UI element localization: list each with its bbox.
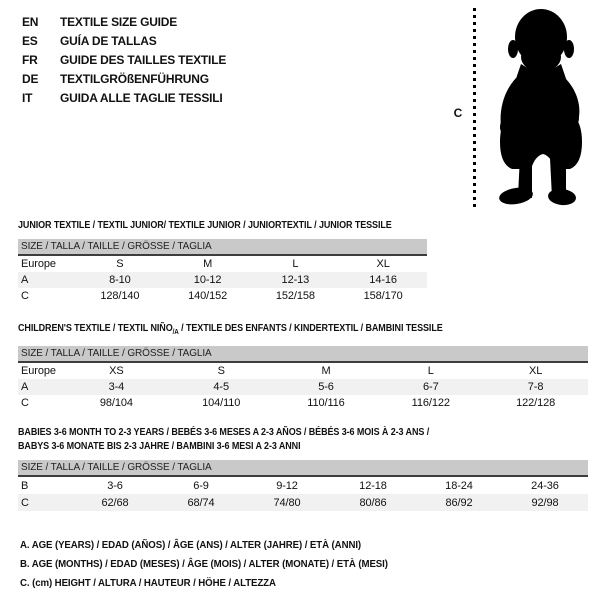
table-row bbox=[18, 272, 427, 288]
value-cell: 128/140 bbox=[100, 290, 140, 302]
row-label-cell: C bbox=[21, 397, 29, 409]
lang-title: GUIDA ALLE TAGLIE TESSILI bbox=[60, 91, 223, 105]
table-row bbox=[18, 379, 588, 395]
value-cell: 4-5 bbox=[213, 381, 229, 393]
lang-code: ES bbox=[22, 34, 38, 48]
value-cell: 10-12 bbox=[193, 274, 222, 286]
legend-notes bbox=[20, 536, 388, 593]
value-cell: 116/122 bbox=[411, 397, 450, 409]
value-cell: 9-12 bbox=[276, 479, 298, 492]
value-cell: 62/68 bbox=[101, 496, 129, 509]
row-label-cell: C bbox=[21, 496, 29, 509]
value-cell: 5-6 bbox=[318, 381, 334, 393]
table-row bbox=[18, 395, 588, 411]
value-cell: 7-8 bbox=[527, 381, 544, 393]
value-cell: 158/170 bbox=[363, 290, 403, 302]
height-measure-label: C bbox=[453, 106, 463, 120]
size-header-bar: SIZE / TALLA / TAILLE / GRÖSSE / TAGLIA bbox=[18, 346, 588, 363]
title-part: CHILDREN'S TEXTILE / TEXTIL NIÑO bbox=[18, 323, 173, 334]
value-cell: 6-7 bbox=[422, 381, 439, 393]
lang-title: TEXTILE SIZE GUIDE bbox=[60, 15, 178, 29]
value-cell: 18-24 bbox=[445, 479, 473, 492]
value-cell: 3-6 bbox=[107, 479, 123, 492]
value-cell: 104/110 bbox=[202, 397, 241, 409]
lang-code: DE bbox=[22, 72, 39, 86]
lang-title: GUÍA DE TALLAS bbox=[60, 34, 157, 48]
value-cell: 8-10 bbox=[109, 274, 131, 286]
value-cell: 24-36 bbox=[531, 479, 559, 492]
value-cell: 12-13 bbox=[281, 274, 310, 286]
row-label-cell: C bbox=[21, 290, 29, 302]
value-cell: L bbox=[292, 258, 299, 270]
babies-table-title bbox=[18, 426, 429, 454]
value-cell: 140/152 bbox=[188, 290, 228, 302]
lang-code: IT bbox=[22, 91, 33, 105]
title-subscript: /A bbox=[172, 329, 179, 336]
note-c: C. (cm) HEIGHT / ALTURA / HAUTEUR / HÖHE / ALTEZZA bbox=[20, 577, 276, 589]
value-cell: 110/116 bbox=[307, 397, 345, 409]
value-cell: 14-16 bbox=[369, 274, 397, 286]
value-cell: 152/158 bbox=[275, 290, 315, 302]
value-cell: 80/86 bbox=[359, 496, 387, 509]
value-cell: 98/104 bbox=[99, 397, 133, 409]
row-label-cell: A bbox=[21, 381, 29, 393]
value-cell: S bbox=[116, 258, 124, 270]
row-label-cell: Europe bbox=[21, 258, 56, 270]
junior-table-title: JUNIOR TEXTILE / TEXTIL JUNIOR/ TEXTILE JUNIOR / JUNIORTEXTIL / JUNIOR TESSILE bbox=[18, 220, 392, 231]
value-cell: 74/80 bbox=[273, 496, 301, 509]
table-row bbox=[18, 288, 427, 304]
value-cell: 12-18 bbox=[359, 479, 387, 492]
title-part: / TEXTILE DES ENFANTS / KINDERTEXTIL / BAMBINI TESSILE bbox=[178, 323, 443, 334]
value-cell: 3-4 bbox=[108, 381, 125, 393]
note-a: A. AGE (YEARS) / EDAD (AÑOS) / ÂGE (ANS) / ALTER (JAHRE) / ETÀ (ANNI) bbox=[20, 539, 362, 551]
value-cell: M bbox=[321, 365, 331, 377]
title-line: BABYS 3-6 MONATE BIS 2-3 JAHRE / BAMBINI 3-6 MESI A 2-3 ANNI bbox=[18, 441, 301, 452]
row-label-cell: A bbox=[21, 274, 29, 286]
value-cell: XL bbox=[528, 365, 543, 377]
value-cell: S bbox=[217, 365, 225, 377]
value-cell: M bbox=[203, 258, 213, 270]
value-cell: 122/128 bbox=[516, 397, 556, 409]
row-label-cell: Europe bbox=[21, 365, 56, 377]
value-cell: 86/92 bbox=[445, 496, 473, 509]
value-cell: XS bbox=[109, 365, 124, 377]
title-line: BABIES 3-6 MONTH TO 2-3 YEARS / BEBÉS 3-6 MESES A 2-3 AÑOS / BÉBÉS 3-6 MOIS À 2-3 ANS / bbox=[18, 427, 430, 438]
table-row bbox=[18, 494, 588, 511]
value-cell: 68/74 bbox=[187, 496, 215, 509]
value-cell: L bbox=[427, 365, 434, 377]
lang-row-it bbox=[22, 89, 226, 108]
language-title-list bbox=[22, 13, 226, 108]
junior-table bbox=[18, 239, 427, 304]
children-table-title bbox=[18, 322, 443, 340]
lang-row-en bbox=[22, 13, 226, 32]
lang-title: GUIDE DES TAILLES TEXTILE bbox=[60, 53, 227, 67]
value-cell: 6-9 bbox=[193, 479, 209, 492]
lang-code: FR bbox=[22, 53, 38, 67]
table-row bbox=[18, 256, 427, 272]
height-dashed-line bbox=[473, 8, 476, 208]
lang-row-de bbox=[22, 70, 226, 89]
table-row bbox=[18, 477, 588, 494]
note-b: B. AGE (MONTHS) / EDAD (MESES) / ÂGE (MOIS) / ALTER (MONATE) / ETÀ (MESI) bbox=[20, 558, 388, 570]
size-header-bar: SIZE / TALLA / TAILLE / GRÖSSE / TAGLIA bbox=[18, 239, 427, 256]
value-cell: XL bbox=[376, 258, 390, 270]
table-row bbox=[18, 363, 588, 379]
lang-title: TEXTILGRÖßENFÜHRUNG bbox=[60, 72, 209, 86]
lang-row-es bbox=[22, 32, 226, 51]
lang-row-fr bbox=[22, 51, 226, 70]
value-cell: 92/98 bbox=[531, 496, 559, 509]
row-label-cell: B bbox=[21, 479, 29, 492]
children-table bbox=[18, 346, 588, 411]
lang-code: EN bbox=[22, 15, 39, 29]
size-header-bar: SIZE / TALLA / TAILLE / GRÖSSE / TAGLIA bbox=[18, 460, 588, 477]
baby-silhouette-icon bbox=[486, 6, 596, 210]
babies-table bbox=[18, 460, 588, 511]
